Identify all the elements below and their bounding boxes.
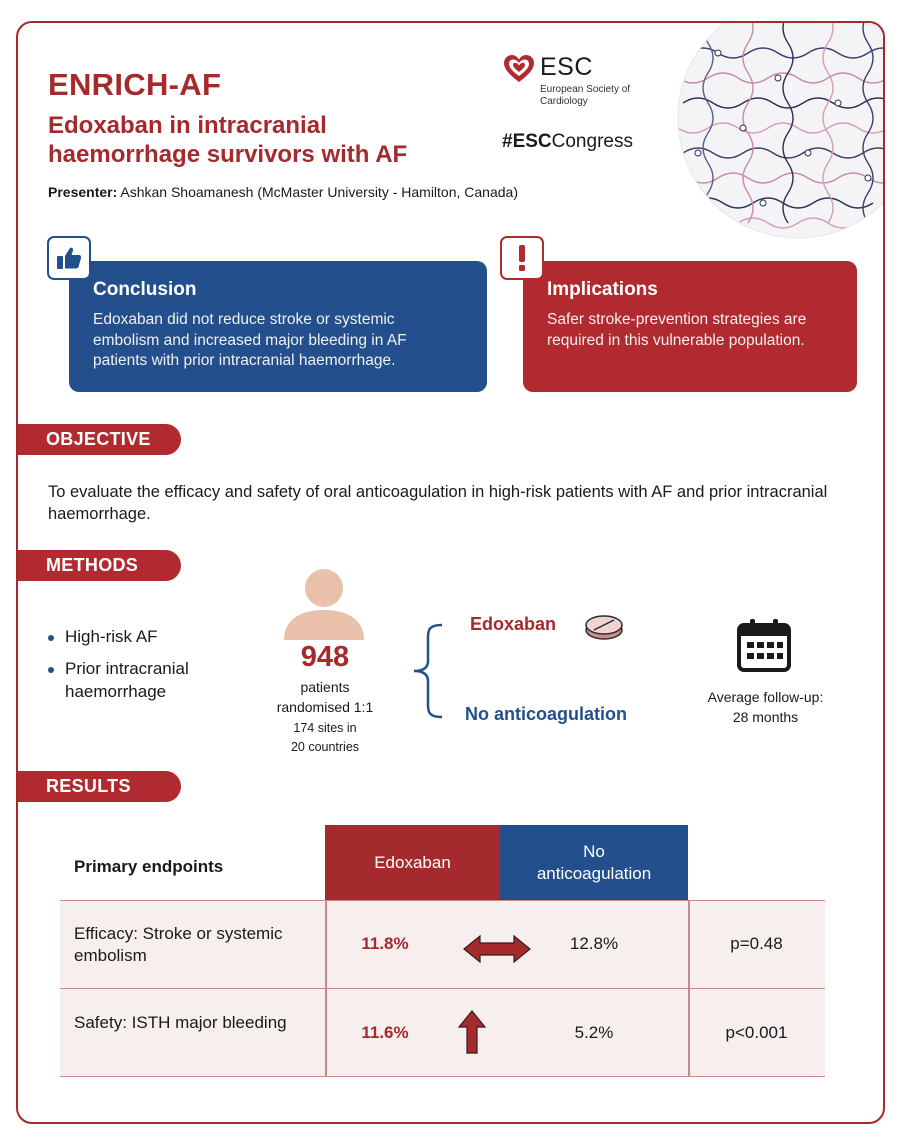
pill-icon (584, 613, 624, 641)
row-p-value: p<0.001 (725, 1023, 788, 1042)
hashtag-bold: #ESC (502, 131, 552, 152)
sites-label: 174 sites in (293, 721, 357, 735)
follow-up-label: Average follow-up: (707, 689, 824, 705)
row-edoxaban-value: 11.8% (361, 934, 409, 953)
conclusion-text: Edoxaban did not reduce stroke or systemic embolism and increased major bleeding in AF patients with prior intracranial haemorrhage. (93, 311, 407, 369)
table-row (60, 988, 825, 1077)
conclusion-card (69, 261, 487, 392)
presenter-line (48, 184, 518, 200)
exclamation-icon (500, 236, 544, 280)
arm-no-anticoagulation-label: No anticoagulation (465, 704, 627, 724)
row-no-anticoag-value: 5.2% (574, 1023, 614, 1042)
results-table (60, 825, 825, 1079)
list-item: Prior intracranial haemorrhage (48, 657, 248, 703)
table-header-endpoints: Primary endpoints (74, 857, 224, 876)
patients-label: patients (300, 679, 350, 695)
up-arrow-icon (457, 1009, 487, 1055)
methods-bullet-list (48, 625, 248, 712)
calendar-icon (736, 617, 792, 673)
congress-hashtag (502, 131, 633, 153)
presenter-name: Ashkan Shoamanesh (McMaster University - Hamilton, Canada) (117, 184, 518, 200)
sites-caption (255, 719, 395, 757)
row-no-anticoag-value: 12.8% (569, 934, 619, 953)
person-icon (282, 568, 366, 640)
row-p-value: p=0.48 (730, 934, 783, 953)
follow-up-value: 28 months (732, 709, 799, 725)
patient-count-caption (255, 677, 395, 717)
network-globe-image (668, 23, 885, 263)
thumbs-up-icon (47, 236, 91, 280)
row-endpoint-label: Safety: ISTH major bleeding (74, 1013, 287, 1032)
curly-brace-icon (410, 623, 444, 719)
esc-logo-subtext: European Society of Cardiology (540, 84, 631, 107)
table-row (60, 900, 825, 988)
table-header-no-anticoagulation-label: No anticoagulation (536, 841, 652, 883)
implications-text: Safer stroke-prevention strategies are required in this vulnerable population. (547, 311, 807, 349)
methods-section-tag: METHODS (16, 550, 181, 581)
results-section-tag: RESULTS (16, 771, 181, 802)
objective-section-tag: OBJECTIVE (16, 424, 181, 455)
esc-logo-text: ESC (540, 53, 593, 81)
arm-edoxaban-label: Edoxaban (470, 614, 557, 634)
row-endpoint-label: Efficacy: Stroke or systemic embolism (74, 924, 283, 965)
conclusion-title: Conclusion (93, 279, 197, 300)
follow-up-caption (688, 687, 843, 727)
hashtag-rest: Congress (551, 131, 633, 152)
randomisation-label: randomised 1:1 (276, 699, 374, 715)
esc-heart-icon (502, 53, 536, 85)
page-title: ENRICH-AF (48, 67, 222, 102)
infographic-frame (16, 21, 885, 1124)
implications-title: Implications (547, 279, 658, 300)
list-item: High-risk AF (48, 625, 248, 648)
table-header-no-anticoagulation (500, 825, 688, 900)
esc-logo (502, 51, 642, 111)
table-header-edoxaban: Edoxaban (325, 825, 500, 900)
countries-label: 20 countries (290, 740, 360, 754)
page-subtitle: Edoxaban in intracranial haemorrhage survivors with AF (48, 112, 408, 168)
implications-card (523, 261, 857, 392)
row-edoxaban-value: 11.6% (361, 1023, 409, 1042)
objective-text: To evaluate the efficacy and safety of oral anticoagulation in high-risk patients with AF and prior intracranial haemorrhage. (48, 483, 828, 523)
patient-count: 948 (300, 641, 350, 673)
presenter-label: Presenter: (48, 184, 118, 200)
